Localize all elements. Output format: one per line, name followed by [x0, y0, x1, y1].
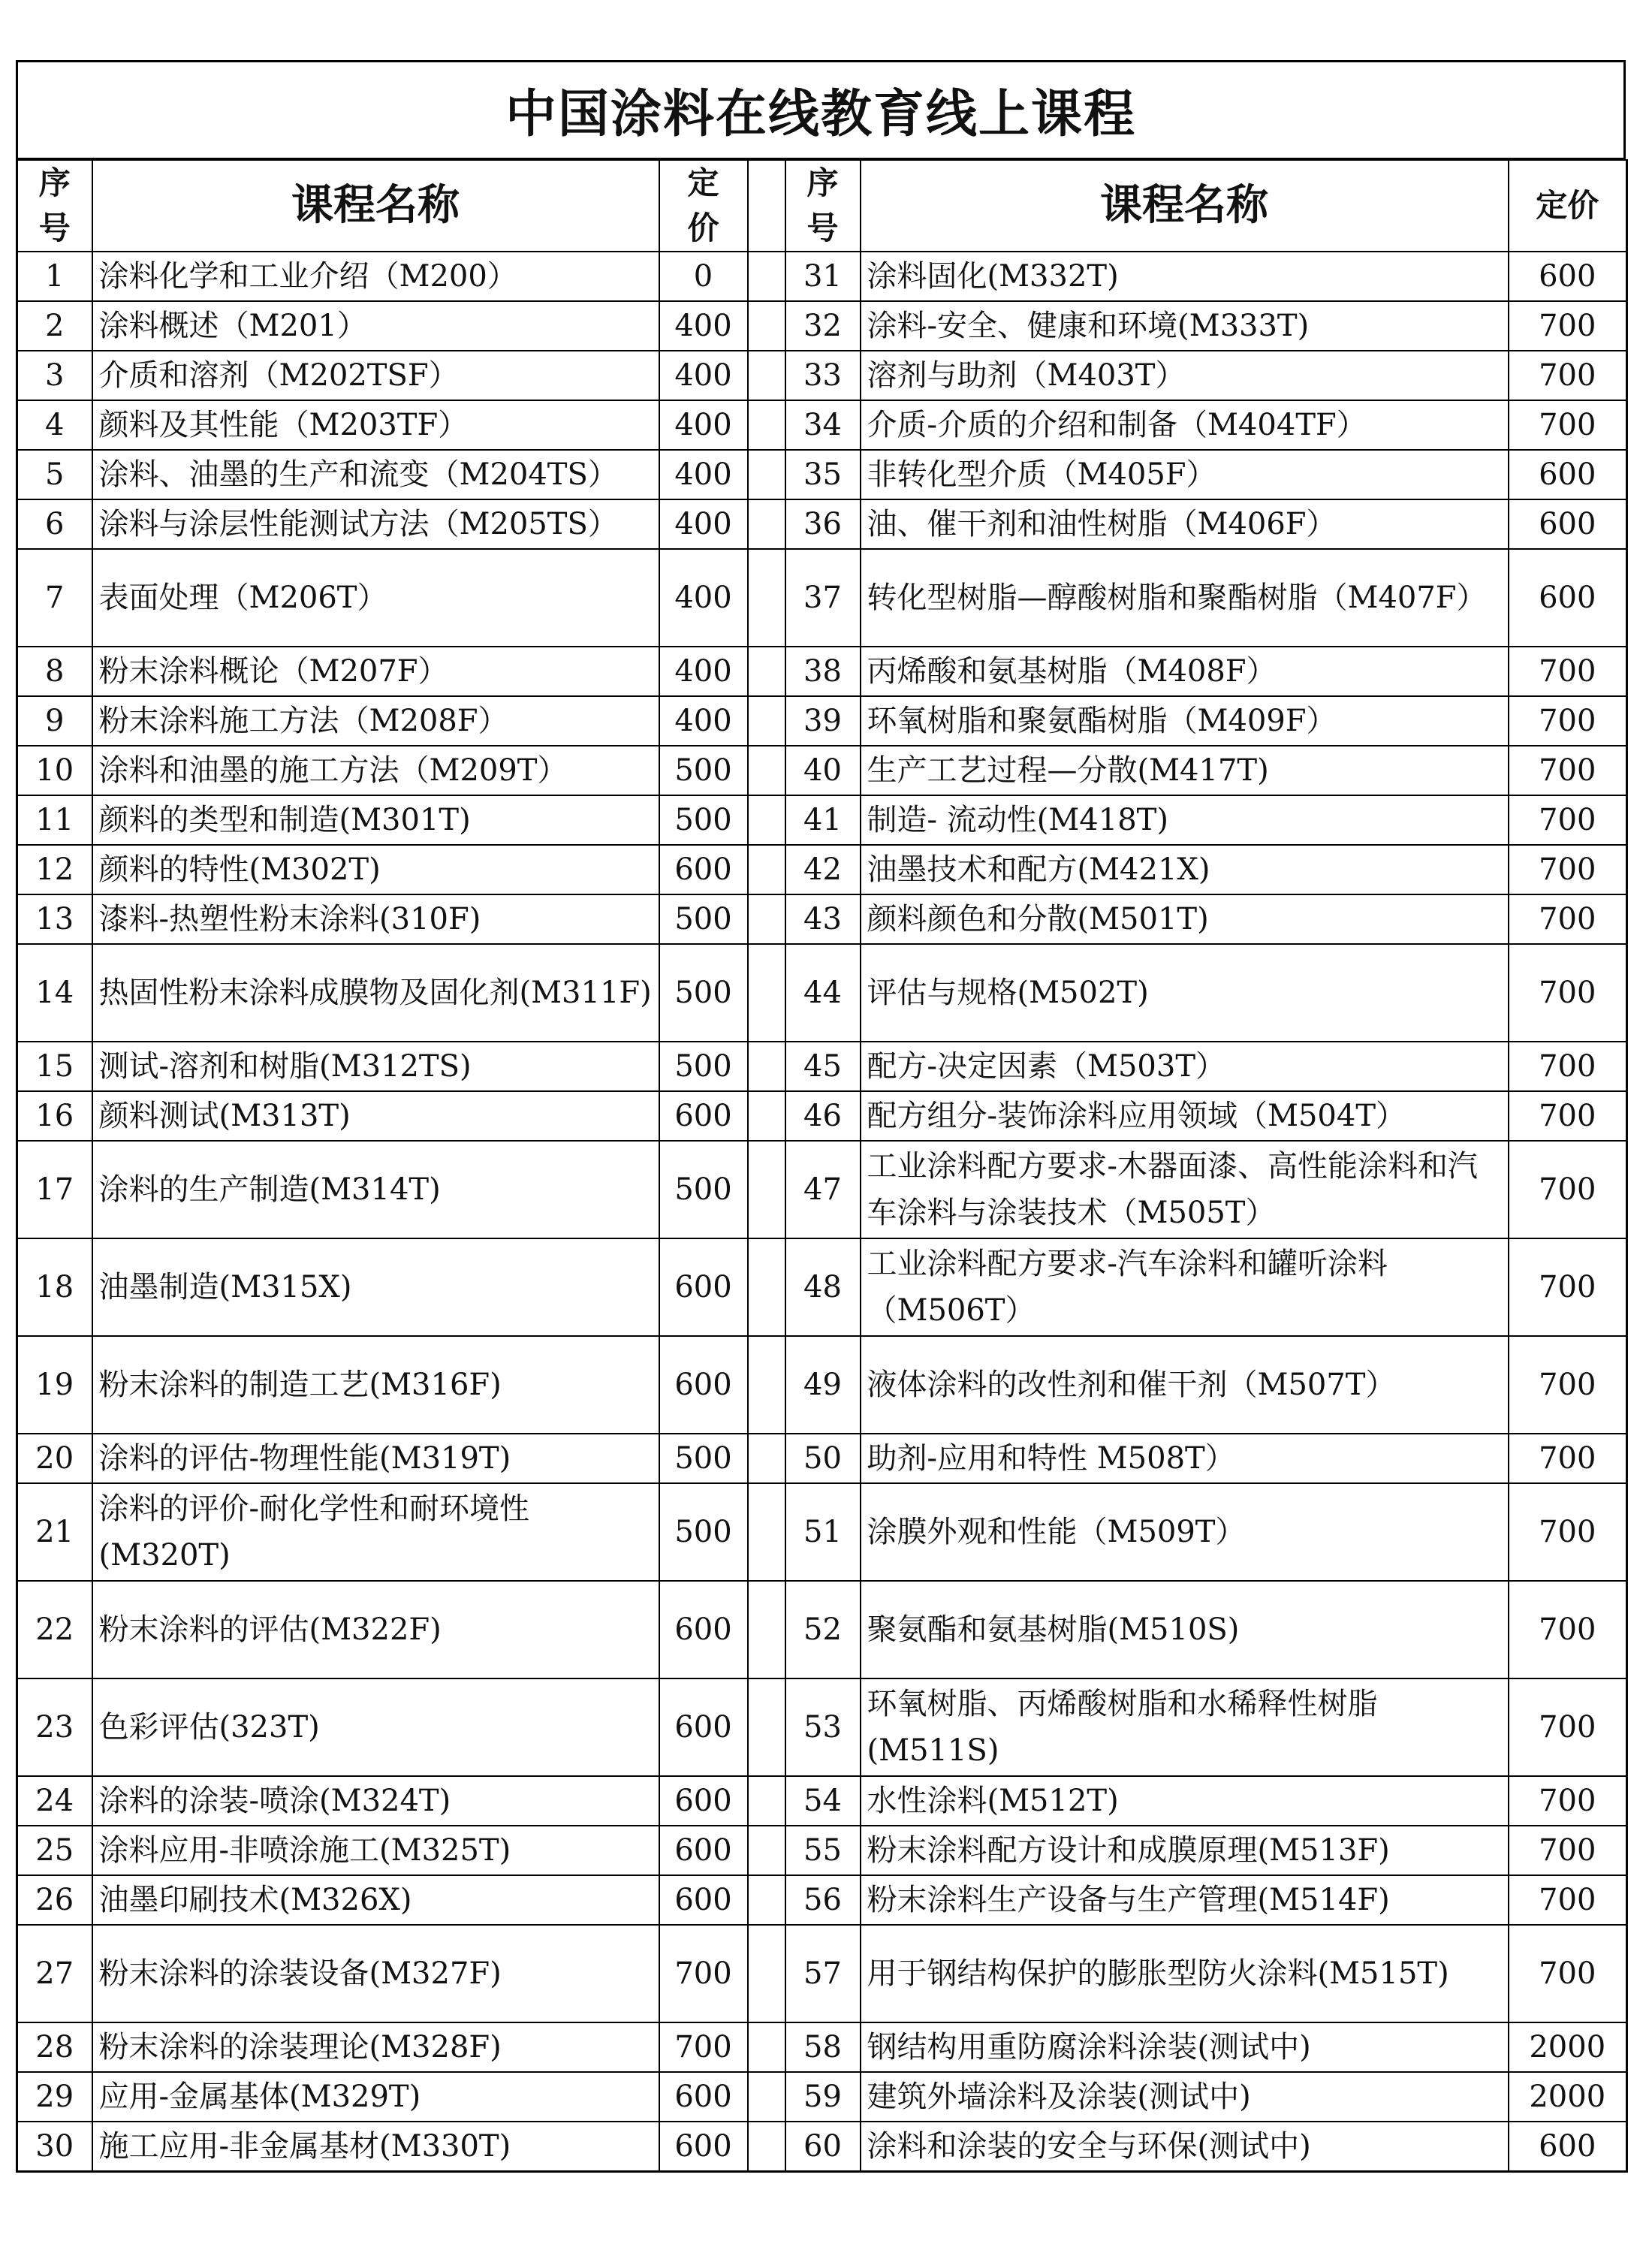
course-number-left: 24	[17, 1776, 92, 1826]
course-number-left: 10	[17, 746, 92, 795]
course-number-left: 14	[17, 944, 92, 1042]
course-price-left: 600	[659, 1336, 748, 1434]
course-name-left: 涂料的涂装-喷涂(M324T)	[92, 1776, 659, 1826]
column-gap	[748, 696, 785, 746]
course-price-left: 400	[659, 696, 748, 746]
course-price-right: 600	[1509, 450, 1627, 499]
course-price-left: 600	[659, 1678, 748, 1776]
table-row	[17, 2122, 1627, 2172]
table-row	[17, 894, 1627, 944]
course-number-right: 45	[785, 1042, 861, 1091]
table-row	[17, 1434, 1627, 1483]
course-name-left: 粉末涂料概论（M207F）	[92, 647, 659, 696]
course-price-right: 700	[1509, 795, 1627, 845]
course-price-left: 600	[659, 1238, 748, 1336]
course-name-left: 颜料的类型和制造(M301T)	[92, 795, 659, 845]
course-name-left: 测试-溶剂和树脂(M312TS)	[92, 1042, 659, 1091]
course-price-right: 700	[1509, 1581, 1627, 1678]
column-gap	[748, 1238, 785, 1336]
course-price-left: 500	[659, 795, 748, 845]
course-price-right: 700	[1509, 1141, 1627, 1238]
course-price-left: 400	[659, 647, 748, 696]
course-number-left: 26	[17, 1875, 92, 1925]
course-price-left: 400	[659, 549, 748, 647]
course-number-right: 49	[785, 1336, 861, 1434]
course-number-right: 48	[785, 1238, 861, 1336]
course-price-left: 600	[659, 2072, 748, 2122]
course-price-right: 700	[1509, 944, 1627, 1042]
course-name-right: 钢结构用重防腐涂料涂装(测试中)	[861, 2022, 1509, 2072]
column-gap	[748, 1091, 785, 1141]
table-row	[17, 1875, 1627, 1925]
course-number-left: 28	[17, 2022, 92, 2072]
course-name-left: 颜料及其性能（M203TF）	[92, 400, 659, 450]
course-name-left: 施工应用-非金属基材(M330T)	[92, 2122, 659, 2172]
course-number-right: 57	[785, 1925, 861, 2022]
course-price-right: 700	[1509, 1042, 1627, 1091]
course-name-right: 介质-介质的介绍和制备（M404TF）	[861, 400, 1509, 450]
column-gap	[748, 647, 785, 696]
course-price-right: 700	[1509, 1678, 1627, 1776]
course-name-left: 表面处理（M206T）	[92, 549, 659, 647]
course-number-left: 2	[17, 301, 92, 351]
course-number-right: 51	[785, 1483, 861, 1581]
course-name-right: 溶剂与助剂（M403T）	[861, 351, 1509, 400]
course-price-right: 700	[1509, 1434, 1627, 1483]
course-name-right: 生产工艺过程—分散(M417T)	[861, 746, 1509, 795]
course-table-body	[17, 160, 1627, 2172]
table-row	[17, 1238, 1627, 1336]
course-number-left: 22	[17, 1581, 92, 1678]
course-number-left: 25	[17, 1826, 92, 1875]
course-name-right: 用于钢结构保护的膨胀型防火涂料(M515T)	[861, 1925, 1509, 2022]
course-number-left: 7	[17, 549, 92, 647]
course-number-right: 59	[785, 2072, 861, 2122]
column-gap	[748, 1483, 785, 1581]
table-row	[17, 944, 1627, 1042]
table-row	[17, 1141, 1627, 1238]
course-price-left: 600	[659, 1776, 748, 1826]
course-name-right: 评估与规格(M502T)	[861, 944, 1509, 1042]
course-number-right: 50	[785, 1434, 861, 1483]
course-name-right: 液体涂料的改性剂和催干剂（M507T）	[861, 1336, 1509, 1434]
column-gap	[748, 894, 785, 944]
table-row	[17, 1581, 1627, 1678]
column-gap	[748, 549, 785, 647]
column-gap	[748, 400, 785, 450]
course-price-left: 700	[659, 1925, 748, 2022]
header-price-right: 定价	[1509, 160, 1627, 252]
course-name-left: 颜料测试(M313T)	[92, 1091, 659, 1141]
course-price-left: 600	[659, 845, 748, 894]
course-price-right: 600	[1509, 2122, 1627, 2172]
course-number-left: 15	[17, 1042, 92, 1091]
column-gap	[748, 301, 785, 351]
course-name-left: 涂料、油墨的生产和流变（M204TS）	[92, 450, 659, 499]
column-gap	[748, 252, 785, 301]
course-price-right: 700	[1509, 894, 1627, 944]
course-price-right: 700	[1509, 1826, 1627, 1875]
course-name-left: 涂料应用-非喷涂施工(M325T)	[92, 1826, 659, 1875]
course-number-right: 39	[785, 696, 861, 746]
course-name-left: 涂料与涂层性能测试方法（M205TS）	[92, 499, 659, 549]
column-gap	[748, 450, 785, 499]
course-price-left: 600	[659, 1581, 748, 1678]
course-price-left: 400	[659, 450, 748, 499]
course-number-right: 56	[785, 1875, 861, 1925]
column-gap	[748, 1434, 785, 1483]
column-gap	[748, 351, 785, 400]
course-price-right: 600	[1509, 252, 1627, 301]
header-seq-right: 序 号	[785, 160, 861, 252]
course-price-right: 2000	[1509, 2072, 1627, 2122]
course-price-left: 500	[659, 1141, 748, 1238]
course-number-right: 35	[785, 450, 861, 499]
course-name-left: 涂料化学和工业介绍（M200）	[92, 252, 659, 301]
table-row	[17, 1483, 1627, 1581]
course-price-left: 600	[659, 1875, 748, 1925]
table-row	[17, 1091, 1627, 1141]
course-number-right: 41	[785, 795, 861, 845]
course-number-left: 6	[17, 499, 92, 549]
course-name-right: 配方-决定因素（M503T）	[861, 1042, 1509, 1091]
course-name-right: 工业涂料配方要求-木器面漆、高性能涂料和汽车涂料与涂装技术（M505T）	[861, 1141, 1509, 1238]
course-name-left: 应用-金属基体(M329T)	[92, 2072, 659, 2122]
column-gap	[748, 795, 785, 845]
course-name-left: 粉末涂料的涂装理论(M328F)	[92, 2022, 659, 2072]
column-gap	[748, 1678, 785, 1776]
course-name-right: 环氧树脂和聚氨酯树脂（M409F）	[861, 696, 1509, 746]
course-price-right: 700	[1509, 1091, 1627, 1141]
course-name-right: 转化型树脂—醇酸树脂和聚酯树脂（M407F）	[861, 549, 1509, 647]
course-name-left: 粉末涂料的制造工艺(M316F)	[92, 1336, 659, 1434]
course-price-sheet	[16, 60, 1626, 2173]
course-name-right: 涂膜外观和性能（M509T）	[861, 1483, 1509, 1581]
table-row	[17, 1925, 1627, 2022]
course-price-right: 700	[1509, 845, 1627, 894]
course-number-right: 58	[785, 2022, 861, 2072]
course-name-right: 涂料固化(M332T)	[861, 252, 1509, 301]
table-row	[17, 499, 1627, 549]
course-price-left: 400	[659, 351, 748, 400]
course-price-right: 700	[1509, 696, 1627, 746]
table-row	[17, 400, 1627, 450]
course-name-left: 粉末涂料的评估(M322F)	[92, 1581, 659, 1678]
header-seq-left: 序 号	[17, 160, 92, 252]
header-name-right: 课程名称	[861, 160, 1509, 252]
column-gap	[748, 2122, 785, 2172]
course-number-left: 5	[17, 450, 92, 499]
column-gap	[748, 1826, 785, 1875]
course-price-left: 600	[659, 1826, 748, 1875]
course-number-right: 42	[785, 845, 861, 894]
course-name-right: 油、催干剂和油性树脂（M406F）	[861, 499, 1509, 549]
course-number-left: 4	[17, 400, 92, 450]
course-number-left: 1	[17, 252, 92, 301]
course-name-right: 粉末涂料生产设备与生产管理(M514F)	[861, 1875, 1509, 1925]
course-price-left: 500	[659, 894, 748, 944]
course-name-left: 颜料的特性(M302T)	[92, 845, 659, 894]
course-number-right: 32	[785, 301, 861, 351]
course-number-left: 29	[17, 2072, 92, 2122]
course-price-left: 700	[659, 2022, 748, 2072]
table-row	[17, 696, 1627, 746]
course-number-right: 47	[785, 1141, 861, 1238]
course-number-left: 18	[17, 1238, 92, 1336]
course-price-right: 2000	[1509, 2022, 1627, 2072]
course-name-right: 配方组分-装饰涂料应用领域（M504T）	[861, 1091, 1509, 1141]
course-number-right: 38	[785, 647, 861, 696]
course-number-right: 33	[785, 351, 861, 400]
course-price-left: 500	[659, 1483, 748, 1581]
table-row	[17, 549, 1627, 647]
column-gap	[748, 1776, 785, 1826]
course-name-left: 油墨制造(M315X)	[92, 1238, 659, 1336]
table-row	[17, 301, 1627, 351]
header-price-left: 定 价	[659, 160, 748, 252]
course-name-right: 油墨技术和配方(M421X)	[861, 845, 1509, 894]
page-title: 中国涂料在线教育线上课程	[16, 60, 1626, 159]
table-row	[17, 351, 1627, 400]
course-name-right: 颜料颜色和分散(M501T)	[861, 894, 1509, 944]
course-number-left: 8	[17, 647, 92, 696]
course-number-left: 11	[17, 795, 92, 845]
course-number-right: 34	[785, 400, 861, 450]
course-price-left: 500	[659, 746, 748, 795]
course-name-right: 非转化型介质（M405F）	[861, 450, 1509, 499]
course-number-right: 60	[785, 2122, 861, 2172]
course-number-left: 12	[17, 845, 92, 894]
table-row	[17, 746, 1627, 795]
course-number-right: 43	[785, 894, 861, 944]
course-price-left: 400	[659, 499, 748, 549]
column-gap	[748, 499, 785, 549]
column-gap	[748, 1141, 785, 1238]
course-price-right: 700	[1509, 1336, 1627, 1434]
column-gap	[748, 160, 785, 252]
column-gap	[748, 746, 785, 795]
course-name-left: 涂料的评估-物理性能(M319T)	[92, 1434, 659, 1483]
course-number-right: 37	[785, 549, 861, 647]
course-number-left: 27	[17, 1925, 92, 2022]
table-row	[17, 1336, 1627, 1434]
course-name-right: 水性涂料(M512T)	[861, 1776, 1509, 1826]
course-table	[16, 159, 1628, 2173]
course-number-left: 3	[17, 351, 92, 400]
course-price-left: 400	[659, 301, 748, 351]
course-name-left: 粉末涂料施工方法（M208F）	[92, 696, 659, 746]
table-row	[17, 647, 1627, 696]
course-number-right: 54	[785, 1776, 861, 1826]
course-name-left: 漆料-热塑性粉末涂料(310F)	[92, 894, 659, 944]
course-number-left: 13	[17, 894, 92, 944]
course-price-left: 500	[659, 1042, 748, 1091]
course-name-left: 油墨印刷技术(M326X)	[92, 1875, 659, 1925]
table-row	[17, 1042, 1627, 1091]
course-number-left: 21	[17, 1483, 92, 1581]
column-gap	[748, 944, 785, 1042]
course-name-left: 热固性粉末涂料成膜物及固化剂(M311F)	[92, 944, 659, 1042]
column-gap	[748, 1042, 785, 1091]
table-row	[17, 2072, 1627, 2122]
course-name-left: 涂料和油墨的施工方法（M209T）	[92, 746, 659, 795]
course-name-left: 粉末涂料的涂装设备(M327F)	[92, 1925, 659, 2022]
course-name-right: 工业涂料配方要求-汽车涂料和罐听涂料（M506T）	[861, 1238, 1509, 1336]
column-gap	[748, 1336, 785, 1434]
course-price-right: 600	[1509, 499, 1627, 549]
course-price-right: 700	[1509, 351, 1627, 400]
course-name-right: 制造- 流动性(M418T)	[861, 795, 1509, 845]
table-row	[17, 252, 1627, 301]
course-number-right: 31	[785, 252, 861, 301]
course-name-left: 介质和溶剂（M202TSF）	[92, 351, 659, 400]
course-name-right: 涂料和涂装的安全与环保(测试中)	[861, 2122, 1509, 2172]
course-number-left: 17	[17, 1141, 92, 1238]
course-price-right: 700	[1509, 301, 1627, 351]
table-row	[17, 845, 1627, 894]
course-number-left: 16	[17, 1091, 92, 1141]
course-price-left: 500	[659, 1434, 748, 1483]
table-row	[17, 1826, 1627, 1875]
course-price-right: 700	[1509, 1925, 1627, 2022]
course-number-left: 30	[17, 2122, 92, 2172]
column-gap	[748, 1875, 785, 1925]
course-number-left: 9	[17, 696, 92, 746]
column-gap	[748, 1925, 785, 2022]
table-header-row	[17, 160, 1627, 252]
course-number-right: 36	[785, 499, 861, 549]
course-number-right: 46	[785, 1091, 861, 1141]
column-gap	[748, 1581, 785, 1678]
column-gap	[748, 2072, 785, 2122]
table-row	[17, 795, 1627, 845]
course-price-right: 700	[1509, 746, 1627, 795]
table-row	[17, 1776, 1627, 1826]
course-name-right: 丙烯酸和氨基树脂（M408F）	[861, 647, 1509, 696]
course-price-right: 700	[1509, 1776, 1627, 1826]
course-price-right: 700	[1509, 1483, 1627, 1581]
course-number-right: 53	[785, 1678, 861, 1776]
course-name-left: 色彩评估(323T)	[92, 1678, 659, 1776]
course-price-left: 400	[659, 400, 748, 450]
course-name-right: 粉末涂料配方设计和成膜原理(M513F)	[861, 1826, 1509, 1875]
course-name-left: 涂料的评价-耐化学性和耐环境性(M320T)	[92, 1483, 659, 1581]
table-row	[17, 1678, 1627, 1776]
course-name-right: 建筑外墙涂料及涂装(测试中)	[861, 2072, 1509, 2122]
course-name-right: 聚氨酯和氨基树脂(M510S)	[861, 1581, 1509, 1678]
course-number-left: 19	[17, 1336, 92, 1434]
course-name-left: 涂料的生产制造(M314T)	[92, 1141, 659, 1238]
course-price-right: 700	[1509, 1238, 1627, 1336]
course-price-left: 500	[659, 944, 748, 1042]
header-name-left: 课程名称	[92, 160, 659, 252]
course-name-right: 助剂-应用和特性 M508T）	[861, 1434, 1509, 1483]
course-price-left: 600	[659, 2122, 748, 2172]
course-price-left: 600	[659, 1091, 748, 1141]
column-gap	[748, 2022, 785, 2072]
course-price-right: 700	[1509, 400, 1627, 450]
course-number-right: 52	[785, 1581, 861, 1678]
course-number-right: 55	[785, 1826, 861, 1875]
course-number-right: 44	[785, 944, 861, 1042]
course-name-right: 涂料-安全、健康和环境(M333T)	[861, 301, 1509, 351]
course-price-right: 600	[1509, 549, 1627, 647]
table-row	[17, 450, 1627, 499]
course-price-right: 700	[1509, 647, 1627, 696]
course-price-right: 700	[1509, 1875, 1627, 1925]
course-name-right: 环氧树脂、丙烯酸树脂和水稀释性树脂(M511S)	[861, 1678, 1509, 1776]
table-row	[17, 2022, 1627, 2072]
course-number-right: 40	[785, 746, 861, 795]
column-gap	[748, 845, 785, 894]
course-price-left: 0	[659, 252, 748, 301]
course-number-left: 20	[17, 1434, 92, 1483]
course-name-left: 涂料概述（M201）	[92, 301, 659, 351]
course-number-left: 23	[17, 1678, 92, 1776]
